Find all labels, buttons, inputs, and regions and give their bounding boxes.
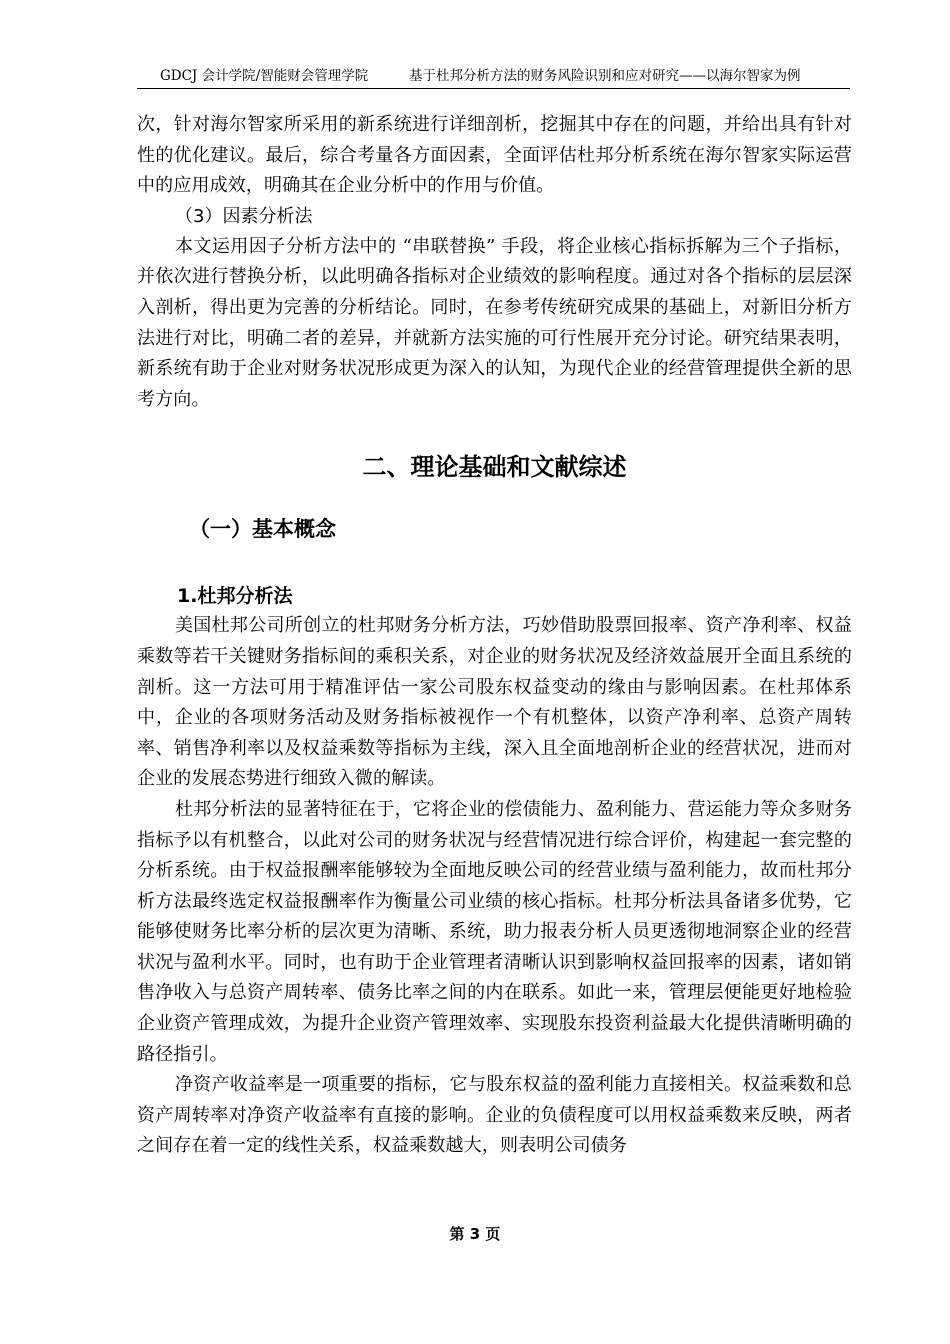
running-header <box>137 66 850 89</box>
header-institution: GDCJ 会计学院/智能财会管理学院 <box>160 68 369 84</box>
paragraph-dupont-1: 美国杜邦公司所创立的杜邦财务分析方法，巧妙借助股票回报率、资产净利率、权益乘数等若干关键财务指标间的乘积关系，对企业的财务状况及经济效益展开全面且系统的剖析。这一方法可用于精准评估一家公司股东权益变动的缘由与影响因素。在杜邦体系中，企业的各项财务活动及财务指标被视作一个有机整体，以资产净利率、总资产周转率、销售净利率以及权益乘数等指标为主线，深入且全面地剖析企业的经营状况，进而对企业的发展态势进行细致入微的解读。 <box>137 615 852 790</box>
paragraph-dupont-2: 杜邦分析法的显著特征在于，它将企业的偿债能力、盈利能力、营运能力等众多财务指标予以有机整合，以此对公司的财务状况与经营情况进行综合评价，构建起一套完整的分析系统。由于权益报酬率能够较为全面地反映公司的经营业绩与盈利能力，故而杜邦分析方法最终选定权益报酬率作为衡量公司业绩的核心指标。杜邦分析法具备诸多优势，它能够使财务比率分析的层次更为清晰、系统，助力报表分析人员更透彻地洞察企业的经营状况与盈利水平。同时，也有助于企业管理者清晰认识到影响权益回报率的因素，诸如销售净收入与总资产周转率、债务比率之间的内在联系。如此一来，管理层便能更好地检验企业资产管理成效，为提升企业资产管理效率、实现股东投资利益最大化提供清晰明确的路径指引。 <box>137 798 852 1065</box>
page-body <box>137 110 852 1162</box>
paragraph-intro-continued: 次，针对海尔智家所采用的新系统进行详细剖析，挖掘其中存在的问题，并给出具有针对性的优化建议。最后，综合考量各方面因素，全面评估杜邦分析系统在海尔智家实际运营中的应用成效，明确其在企业分析中的作用与价值。 <box>137 114 852 197</box>
chapter-title: 二、理论基础和文献综述 <box>362 453 627 482</box>
page-number: 第 3 页 <box>449 1225 501 1243</box>
paragraph-factor-analysis: 本文运用因子分析方法中的 “串联替换” 手段，将企业核心指标拆解为三个子指标，并依次进行替换分析，以此明确各指标对企业绩效的影响程度。通过对各个指标的层层深入剖析，得出更为完善的分析结论。同时，在参考传统研究成果的基础上，对新旧分析方法进行对比，明确二者的差异，并就新方法实施的可行性展开充分讨论。研究结果表明，新系统有助于企业对财务状况形成更为深入的认知，为现代企业的经营管理提供全新的思考方向。 <box>137 235 852 410</box>
header-thesis-title: 基于杜邦分析方法的财务风险识别和应对研究——以海尔智家为例 <box>409 68 801 84</box>
section-title: （一）基本概念 <box>189 517 336 542</box>
paragraph-dupont-3: 净资产收益率是一项重要的指标，它与股东权益的盈利能力直接相关。权益乘数和总资产周转率对净资产收益率有直接的影响。企业的负债程度可以用权益乘数来反映，两者之间存在着一定的线性关系，权益乘数越大，则表明公司债务 <box>137 1074 852 1157</box>
subheading-factor-analysis: （3）因素分析法 <box>175 205 313 227</box>
subsection-title: 1.杜邦分析法 <box>177 585 293 608</box>
